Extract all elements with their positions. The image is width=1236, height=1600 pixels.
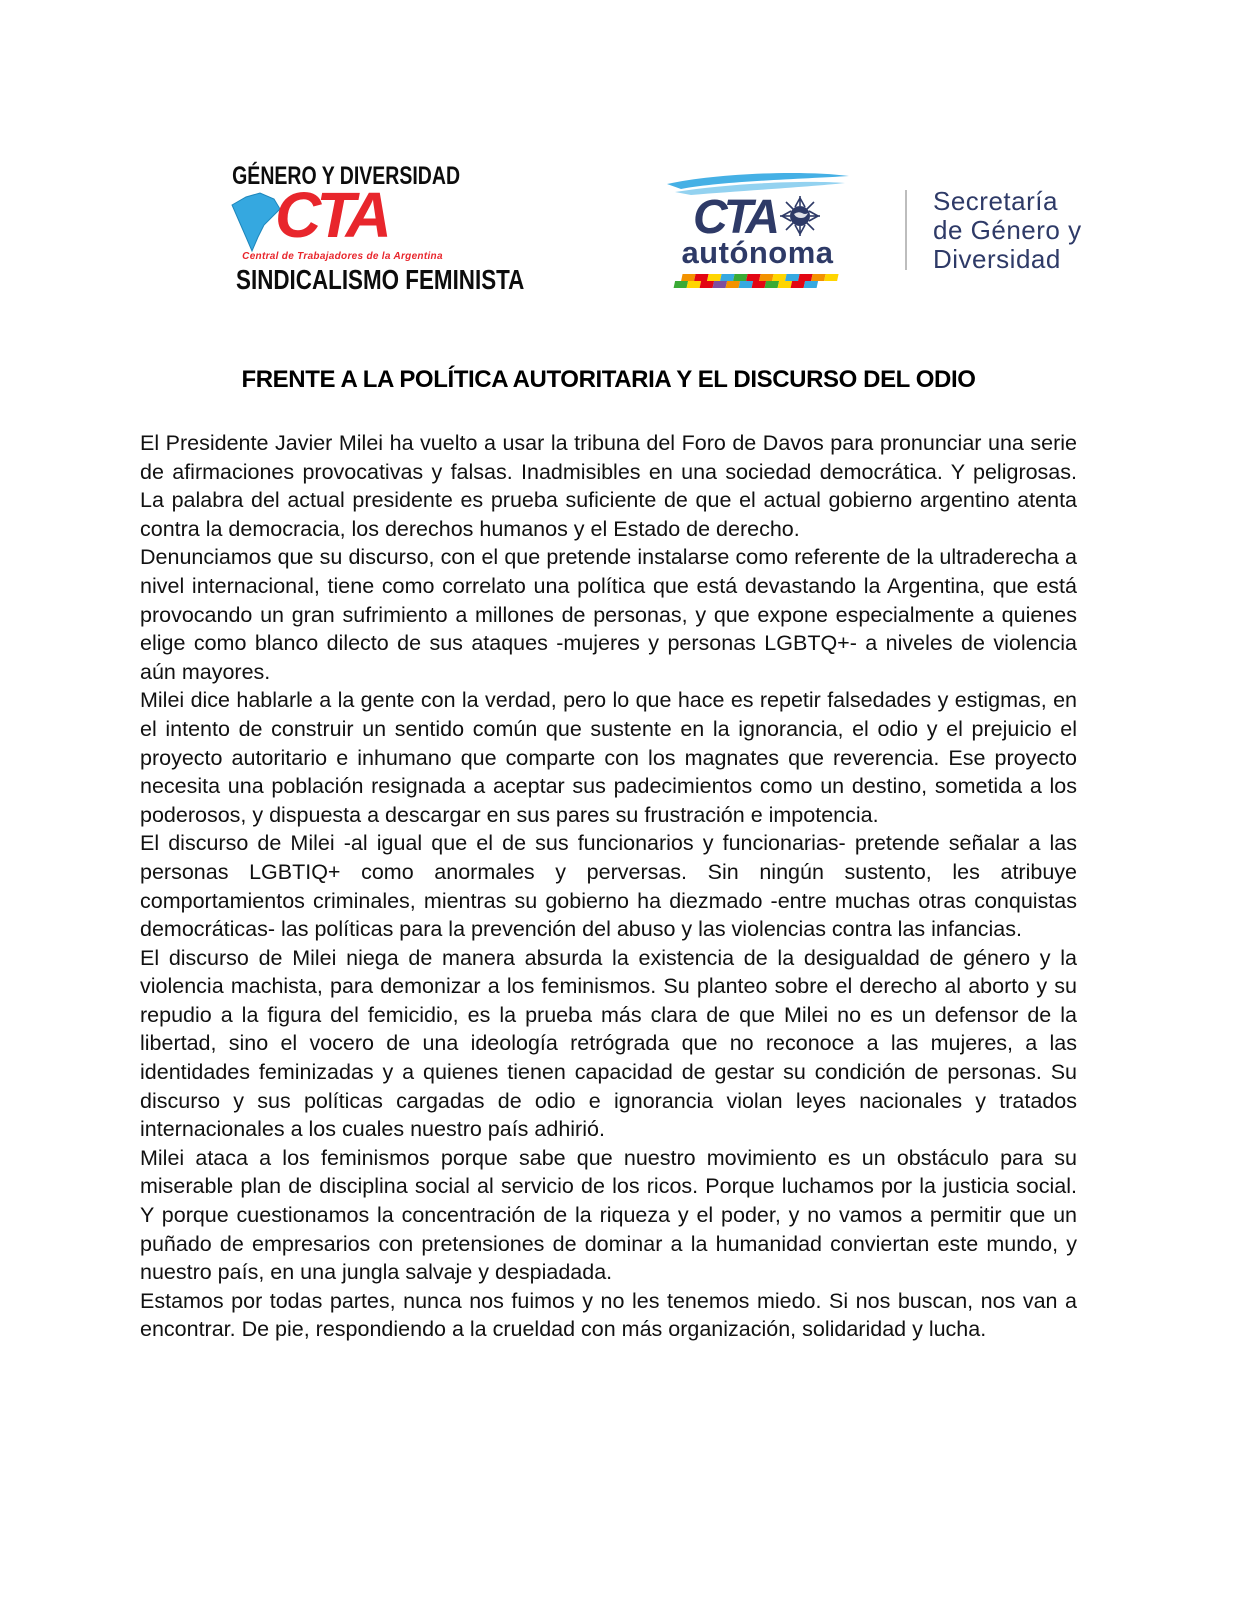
secretariat-line-2: de Género y: [933, 214, 1082, 245]
document-title: FRENTE A LA POLÍTICA AUTORITARIA Y EL DISCURSO DEL ODIO: [241, 366, 976, 393]
sindicalismo-feminista-label: SINDICALISMO FEMINISTA: [236, 264, 525, 295]
cta-brand-letters: CTA: [275, 179, 387, 251]
cta-red-wordmark: [200, 179, 485, 251]
paragraph-1: El Presidente Javier Milei ha vuelto a usar la tribuna del Foro de Davos para pronunciar una serie de afirmaciones provocativas y falsas. Inadmisibles en una sociedad democrática. Y peligrosas. La palabra del actual presidente es prueba suficiente de que el actual gobierno argentino atenta contra la democracia, los derechos humanos y el Estado de derecho.: [140, 431, 1077, 541]
paragraph-5: El discurso de Milei niega de manera absurda la existencia de la desigualdad de género y la violencia machista, para demonizar a los feminismos. Su planteo sobre el derecho al aborto y su repudio a la figura del femicidio, es la prueba más clara de que Milei no es un defensor de la libertad, sino el vocero de una ideología retrógrada que no reconoce a las mujeres, a las identidades feminizadas y a quienes tienen capacidad de gestar su condición de personas. Su discurso y sus políticas cargadas de odio e ignorancia violan leyes nacionales y tratados internacionales a los cuales nuestro país adhirió.: [140, 945, 1077, 1142]
paragraph-2: Denunciamos que su discurso, con el que pretende instalarse como referente de la ultraderecha a nivel internacional, tiene como correlato una política que está devastando la Argentina, que está provocando un gran sufrimiento a millones de personas, y que expone especialmente a quienes elige como blanco dilecto de sus ataques -mujeres y personas LGBTQ+- a niveles de violencia aún mayores.: [140, 545, 1077, 684]
document-body: [140, 429, 1077, 1344]
paragraph-3: Milei dice hablarle a la gente con la verdad, pero lo que hace es repetir falsedades y estigmas, en el intento de construir un sentido común que sustente en la ignorancia, el odio y el prejuicio el proyecto autoritario e inhumano que comparte con los magnates que reverencia. Ese proyecto necesita una población resignada a aceptar sus padecimientos como un destino, sometida a los poderosos, y dispuesta a descargar en sus pares su frustración e impotencia.: [140, 688, 1077, 827]
paragraph-7: Estamos por todas partes, nunca nos fuimos y no les tenemos miedo. Si nos buscan, nos van a encontrar. De pie, respondiendo a la crueldad con más organización, solidaridad y lucha.: [140, 1288, 1077, 1342]
genero-diversidad-label: GÉNERO Y DIVERSIDAD: [232, 162, 461, 190]
secretariat-line-1: Secretaría: [933, 185, 1058, 216]
cta-autonoma-secretaria-logo: [640, 170, 1082, 290]
wiphala-stripe-icon: [669, 272, 847, 290]
cta-autonoma-block: [640, 170, 875, 290]
secretariat-line-3: Diversidad: [933, 243, 1061, 274]
logo-divider-line: [905, 190, 907, 270]
cta-genero-diversidad-logo: [200, 162, 525, 296]
sun-of-may-icon: [778, 194, 822, 238]
cta-central-trabajadores-label: Central de Trabajadores de la Argentina: [242, 251, 443, 262]
autonoma-label: autónoma: [681, 235, 834, 270]
paragraph-6: Milei ataca a los feminismos porque sabe que nuestro movimiento es un obstáculo para su miserable plan de disciplina social al servicio de los ricos. Porque luchamos por la justicia social. Y porque cuestionamos la concentración de la riqueza y el poder, y no vamos a permitir que un puñado de empresarios con pretensiones de dominar a la humanidad conviertan este mundo, y nuestro país, en una jungla salvaje y despiadada.: [140, 1145, 1077, 1285]
cta-autonoma-brand-letters: CTA: [692, 191, 777, 244]
secretaria-genero-diversidad-label: [933, 187, 1082, 274]
paragraph-4: El discurso de Milei -al igual que el de sus funcionarios y funcionarias- pretende señalar a las personas LGBTIQ+ como anormales y perversas. Sin ningún sustento, les atribuye comportamientos criminales, mientras su gobierno ha diezmado -entre muchas otras conquistas democráticas- las políticas para la prevención del abuso y las violencias contra las infancias.: [140, 831, 1077, 942]
cta-autonoma-brand-row: [640, 191, 875, 244]
